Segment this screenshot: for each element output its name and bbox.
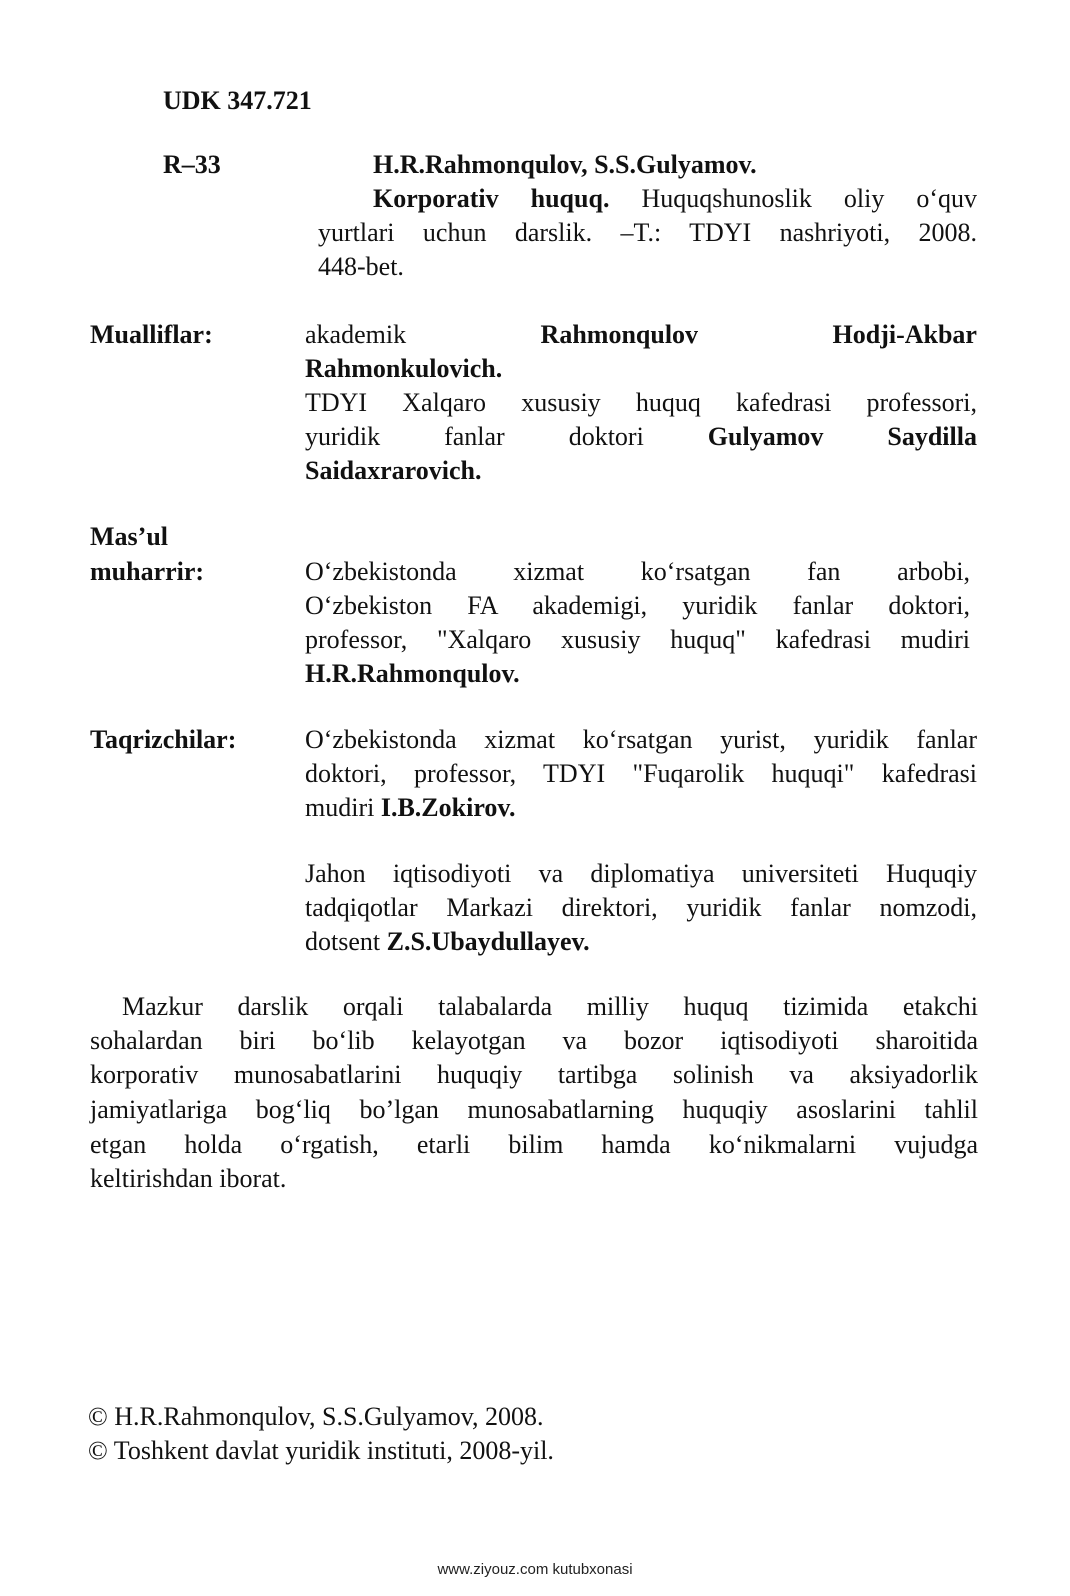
mualliflar-line-3: TDYI Xalqaro xususiy huquq kafedrasi professori, bbox=[305, 388, 977, 417]
abstract-line-5: etgan holda o‘rgatish, etarli bilim hamda ko‘nikmalarni vujudga bbox=[90, 1130, 978, 1159]
masul-line-1: O‘zbekistonda xizmat ko‘rsatgan fan arbobi, bbox=[305, 557, 970, 586]
reviewer-1-line-1: O‘zbekistonda xizmat ko‘rsatgan yurist, yuridik fanlar bbox=[305, 725, 977, 754]
reviewer-1-name: I.B.Zokirov. bbox=[380, 793, 516, 822]
mualliflar-surname-2: Gulyamov bbox=[707, 422, 824, 451]
masul-label-1: Mas’ul bbox=[90, 522, 168, 551]
abstract-line-2: sohalardan biri bo‘lib kelayotgan va bozor iqtisodiyoti sharoitida bbox=[90, 1026, 978, 1055]
reviewer-2-line-1: Jahon iqtisodiyoti va diplomatiya universiteti Huquqiy bbox=[305, 859, 977, 888]
masul-line-3: professor, "Xalqaro xususiy huquq" kafedrasi mudiri bbox=[305, 625, 970, 654]
abstract-line-6: keltirishdan iborat. bbox=[90, 1164, 287, 1193]
reviewer-2-position: dotsent bbox=[305, 927, 381, 956]
masul-line-2: O‘zbekiston FA akademigi, yuridik fanlar doktori, bbox=[305, 591, 970, 620]
mualliflar-label: Mualliflar: bbox=[90, 320, 213, 349]
mualliflar-line-2: Rahmonkulovich. bbox=[305, 354, 503, 383]
authors-line: H.R.Rahmonqulov, S.S.Gulyamov. bbox=[373, 150, 757, 179]
masul-label-2: muharrir: bbox=[90, 557, 205, 586]
copyright-line-1: © H.R.Rahmonqulov, S.S.Gulyamov, 2008. bbox=[88, 1402, 544, 1431]
reviewer-1-line-3 bbox=[305, 791, 977, 825]
mualliflar-name-2: Saydilla bbox=[887, 422, 977, 451]
catalog-code: R–33 bbox=[163, 150, 221, 179]
book-desc-3: 448-bet. bbox=[318, 252, 404, 281]
reviewer-2-line-2: tadqiqotlar Markazi direktori, yuridik fanlar nomzodi, bbox=[305, 893, 977, 922]
reviewer-2-name: Z.S.Ubaydullayev. bbox=[386, 927, 590, 956]
mualliflar-word: fanlar bbox=[444, 422, 505, 451]
taqrizchilar-label: Taqrizchilar: bbox=[90, 725, 237, 754]
reviewer-1-position: mudiri bbox=[305, 793, 375, 822]
abstract-line-3: korporativ munosabatlarini huquqiy tartibga solinish va aksiyadorlik bbox=[90, 1060, 978, 1089]
mualliflar-name: Hodji-Akbar bbox=[832, 320, 977, 349]
book-title: Korporativ huquq. bbox=[373, 184, 610, 213]
abstract-line-4: jamiyatlariga bog‘liq bo’lgan munosabatlarning huquqiy asoslarini tahlil bbox=[90, 1095, 978, 1124]
book-desc-2: yurtlari uchun darslik. –T.: TDYI nashriyoti, 2008. bbox=[318, 218, 977, 247]
book-desc-1: Huquqshunoslik oliy o‘quv bbox=[641, 184, 977, 213]
reviewer-1-line-2: doktori, professor, TDYI "Fuqarolik huquqi" kafedrasi bbox=[305, 759, 977, 788]
abstract-line-1: Mazkur darslik orqali talabalarda milliy huquq tizimida etakchi bbox=[122, 992, 978, 1021]
mualliflar-word: yuridik bbox=[305, 422, 381, 451]
footer-watermark: www.ziyouz.com kutubxonasi bbox=[437, 1561, 633, 1578]
mualliflar-line-1 bbox=[305, 318, 977, 352]
mualliflar-line-4 bbox=[305, 420, 977, 454]
mualliflar-surname: Rahmonqulov bbox=[540, 320, 699, 349]
copyright-line-2: © Toshkent davlat yuridik instituti, 2008-yil. bbox=[88, 1436, 554, 1465]
mualliflar-word: doktori bbox=[568, 422, 644, 451]
masul-line-4: H.R.Rahmonqulov. bbox=[305, 659, 520, 688]
udk-code: UDK 347.721 bbox=[163, 86, 312, 115]
mualliflar-line-5: Saidaxrarovich. bbox=[305, 456, 482, 485]
reviewer-2-line-3 bbox=[305, 925, 977, 959]
mualliflar-title: akademik bbox=[305, 320, 407, 349]
book-title-line bbox=[373, 182, 977, 216]
